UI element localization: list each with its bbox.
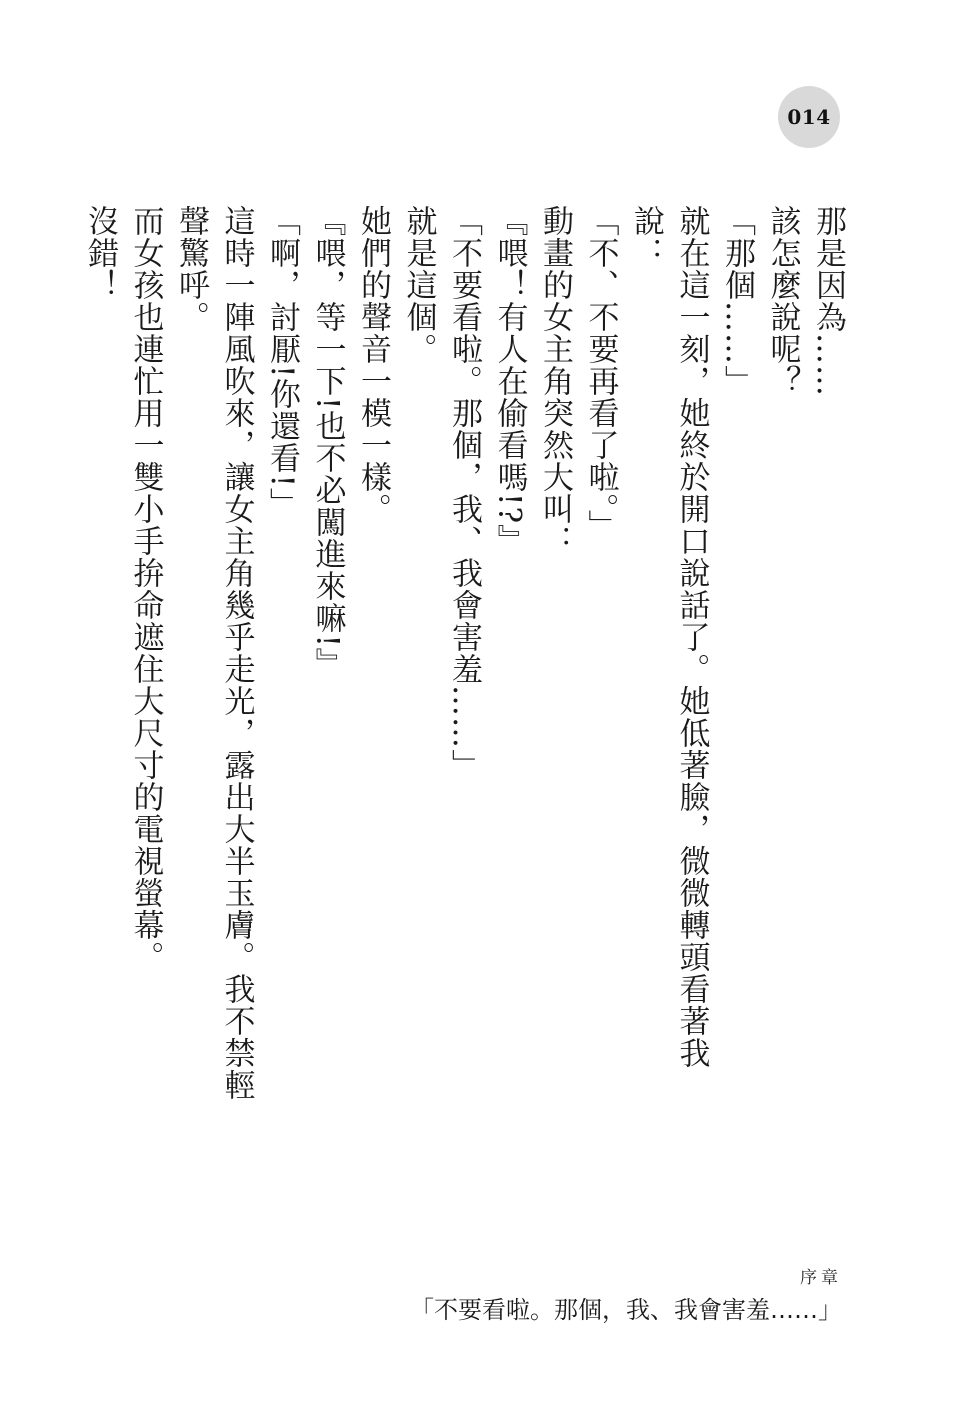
paragraph: 就是這個。 [400,205,437,365]
page-number-badge [778,86,840,148]
paragraph: 她們的聲音一模一樣。 [355,205,391,525]
paragraph: 「不要看啦。那個，我、我會害羞……」 [446,205,482,781]
paragraph: 而女孩也連忙用一雙小手拚命遮住大尺寸的電視螢幕。 [127,205,164,973]
paragraph: 該怎麼說呢？ [764,205,801,397]
paragraph: 動畫的女主角突然大叫： [537,205,573,557]
paragraph: 就在這一刻，她終於開口說話了。她低著臉，微微轉頭看著我說： [628,205,710,1069]
paragraph: 「不、不要再看了啦。」 [582,205,619,542]
paragraph: 「啊，討厭!你還看!」 [264,205,300,520]
paragraph: 沒錯！ [82,205,118,301]
paragraph: 『喂！有人在偷看嗎!?』 [491,205,528,557]
chapter-label: 序章 [800,1268,842,1288]
body-text [77,205,851,1105]
paragraph: 『喂，等一下!也不必闖進來嘛!』 [309,205,346,680]
page-number: 014 [787,105,831,129]
paragraph: 這時一陣風吹來，讓女主角幾乎走光，露出大半玉膚。我不禁輕聲驚呼。 [173,205,255,1101]
chapter-title: 「不要看啦。那個，我、我會害羞……」 [410,1296,842,1324]
paragraph: 那是因為…… [810,205,846,397]
paragraph: 「那個……」 [719,205,755,397]
